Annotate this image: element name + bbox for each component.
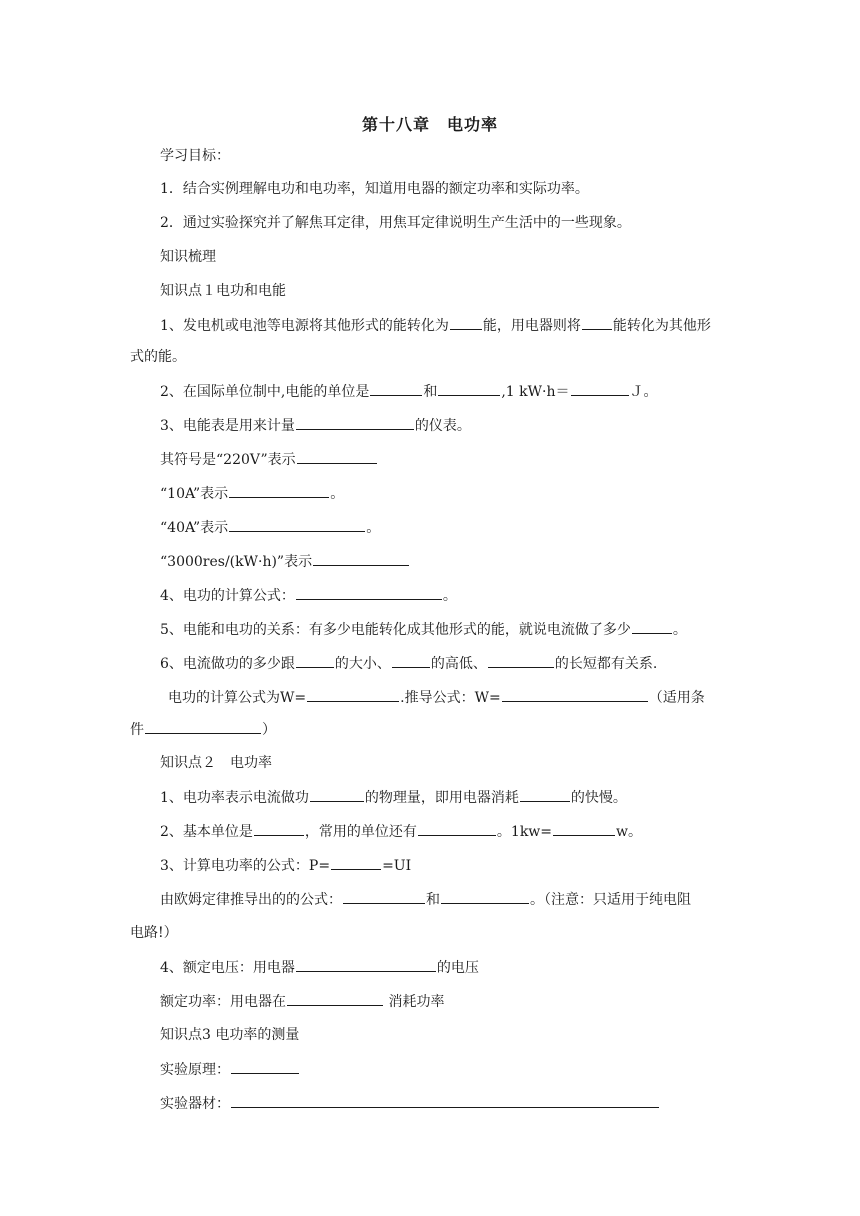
blank[interactable] (438, 381, 500, 396)
blank[interactable] (331, 855, 381, 870)
blank[interactable] (307, 687, 399, 702)
blank[interactable] (370, 381, 422, 396)
blank[interactable] (296, 415, 414, 430)
blank[interactable] (254, 821, 304, 836)
blank[interactable] (553, 821, 615, 836)
meter-3000res: “3000res/(kW·h)”表示 (160, 551, 410, 572)
blank[interactable] (145, 719, 261, 734)
blank[interactable] (520, 787, 570, 802)
knowledge-point-3-heading: 知识点3 电功率的测量 (160, 1027, 300, 1043)
work-formula-cont: 件 ） (130, 719, 276, 740)
power-question-3: 3、计算电功率的公式：P= =UI (160, 855, 411, 876)
blank[interactable] (488, 653, 554, 668)
knowledge-point-1-heading: 知识点１电功和电能 (160, 283, 286, 299)
question-1-cont: 式的能。 (130, 349, 186, 365)
experiment-principle: 实验原理： (160, 1059, 300, 1080)
question-4: 4、电功的计算公式： 。 (160, 585, 457, 606)
power-question-2: 2、基本单位是 ，常用的单位还有 。1kw= w。 (160, 821, 642, 842)
blank[interactable] (297, 449, 377, 464)
blank[interactable] (502, 687, 648, 702)
experiment-equipment: 实验器材： (160, 1093, 660, 1114)
blank[interactable] (296, 585, 442, 600)
blank[interactable] (343, 889, 425, 904)
blank[interactable] (571, 381, 629, 396)
blank[interactable] (231, 1093, 659, 1108)
blank[interactable] (310, 787, 364, 802)
meter-10a: “10A”表示 。 (160, 483, 344, 504)
blank[interactable] (441, 889, 529, 904)
question-6: 6、电流做功的多少跟 的大小、 的高低、 的长短都有关系. (160, 653, 657, 674)
ohm-derived-formulas-cont: 电路!） (130, 925, 178, 941)
blank[interactable] (296, 957, 436, 972)
learning-goals-heading: 学习目标： (160, 148, 230, 164)
question-1: 1、发电机或电池等电源将其他形式的能转化为 能，用电器则将 能转化为其他形 (160, 315, 711, 336)
blank[interactable] (392, 653, 430, 668)
blank[interactable] (313, 551, 409, 566)
knowledge-point-2-heading: 知识点２ 电功率 (160, 755, 272, 771)
blank[interactable] (231, 1059, 299, 1074)
rated-power: 额定功率：用电器在 消耗功率 (160, 991, 444, 1012)
knowledge-review-heading: 知识梳理 (160, 249, 216, 265)
goal-2: 2．通过实验探究并了解焦耳定律，用焦耳定律说明生产生活中的一些现象。 (160, 215, 631, 231)
question-2: 2、在国际单位制中,电能的单位是 和 ,1 kW·h＝ Ｊ。 (160, 381, 658, 402)
question-5: 5、电能和电功的关系：有多少电能转化成其他形式的能，就说电流做了多少 。 (160, 619, 687, 640)
rated-voltage: 4、额定电压：用电器 的电压 (160, 957, 479, 978)
blank[interactable] (450, 315, 482, 330)
blank[interactable] (229, 517, 365, 532)
blank[interactable] (632, 619, 672, 634)
power-question-1: 1、电功率表示电流做功 的物理量，即用电器消耗 的快慢。 (160, 787, 627, 808)
ohm-derived-formulas: 由欧姆定律推导出的的公式： 和 。（注意：只适用于纯电阻 (160, 889, 691, 910)
blank[interactable] (418, 821, 496, 836)
blank[interactable] (287, 991, 383, 1006)
meter-220v: 其符号是“220V”表示 (160, 449, 378, 470)
blank[interactable] (296, 653, 334, 668)
work-formula: 电功的计算公式为W= .推导公式：W= （适用条 (168, 687, 705, 708)
meter-40a: “40A”表示 。 (160, 517, 380, 538)
goal-1: 1．结合实例理解电功和电功率，知道用电器的额定功率和实际功率。 (160, 181, 589, 197)
blank[interactable] (582, 315, 612, 330)
chapter-title: 第十八章 电功率 (361, 115, 498, 134)
question-3: 3、电能表是用来计量 的仪表。 (160, 415, 471, 436)
blank[interactable] (229, 483, 329, 498)
